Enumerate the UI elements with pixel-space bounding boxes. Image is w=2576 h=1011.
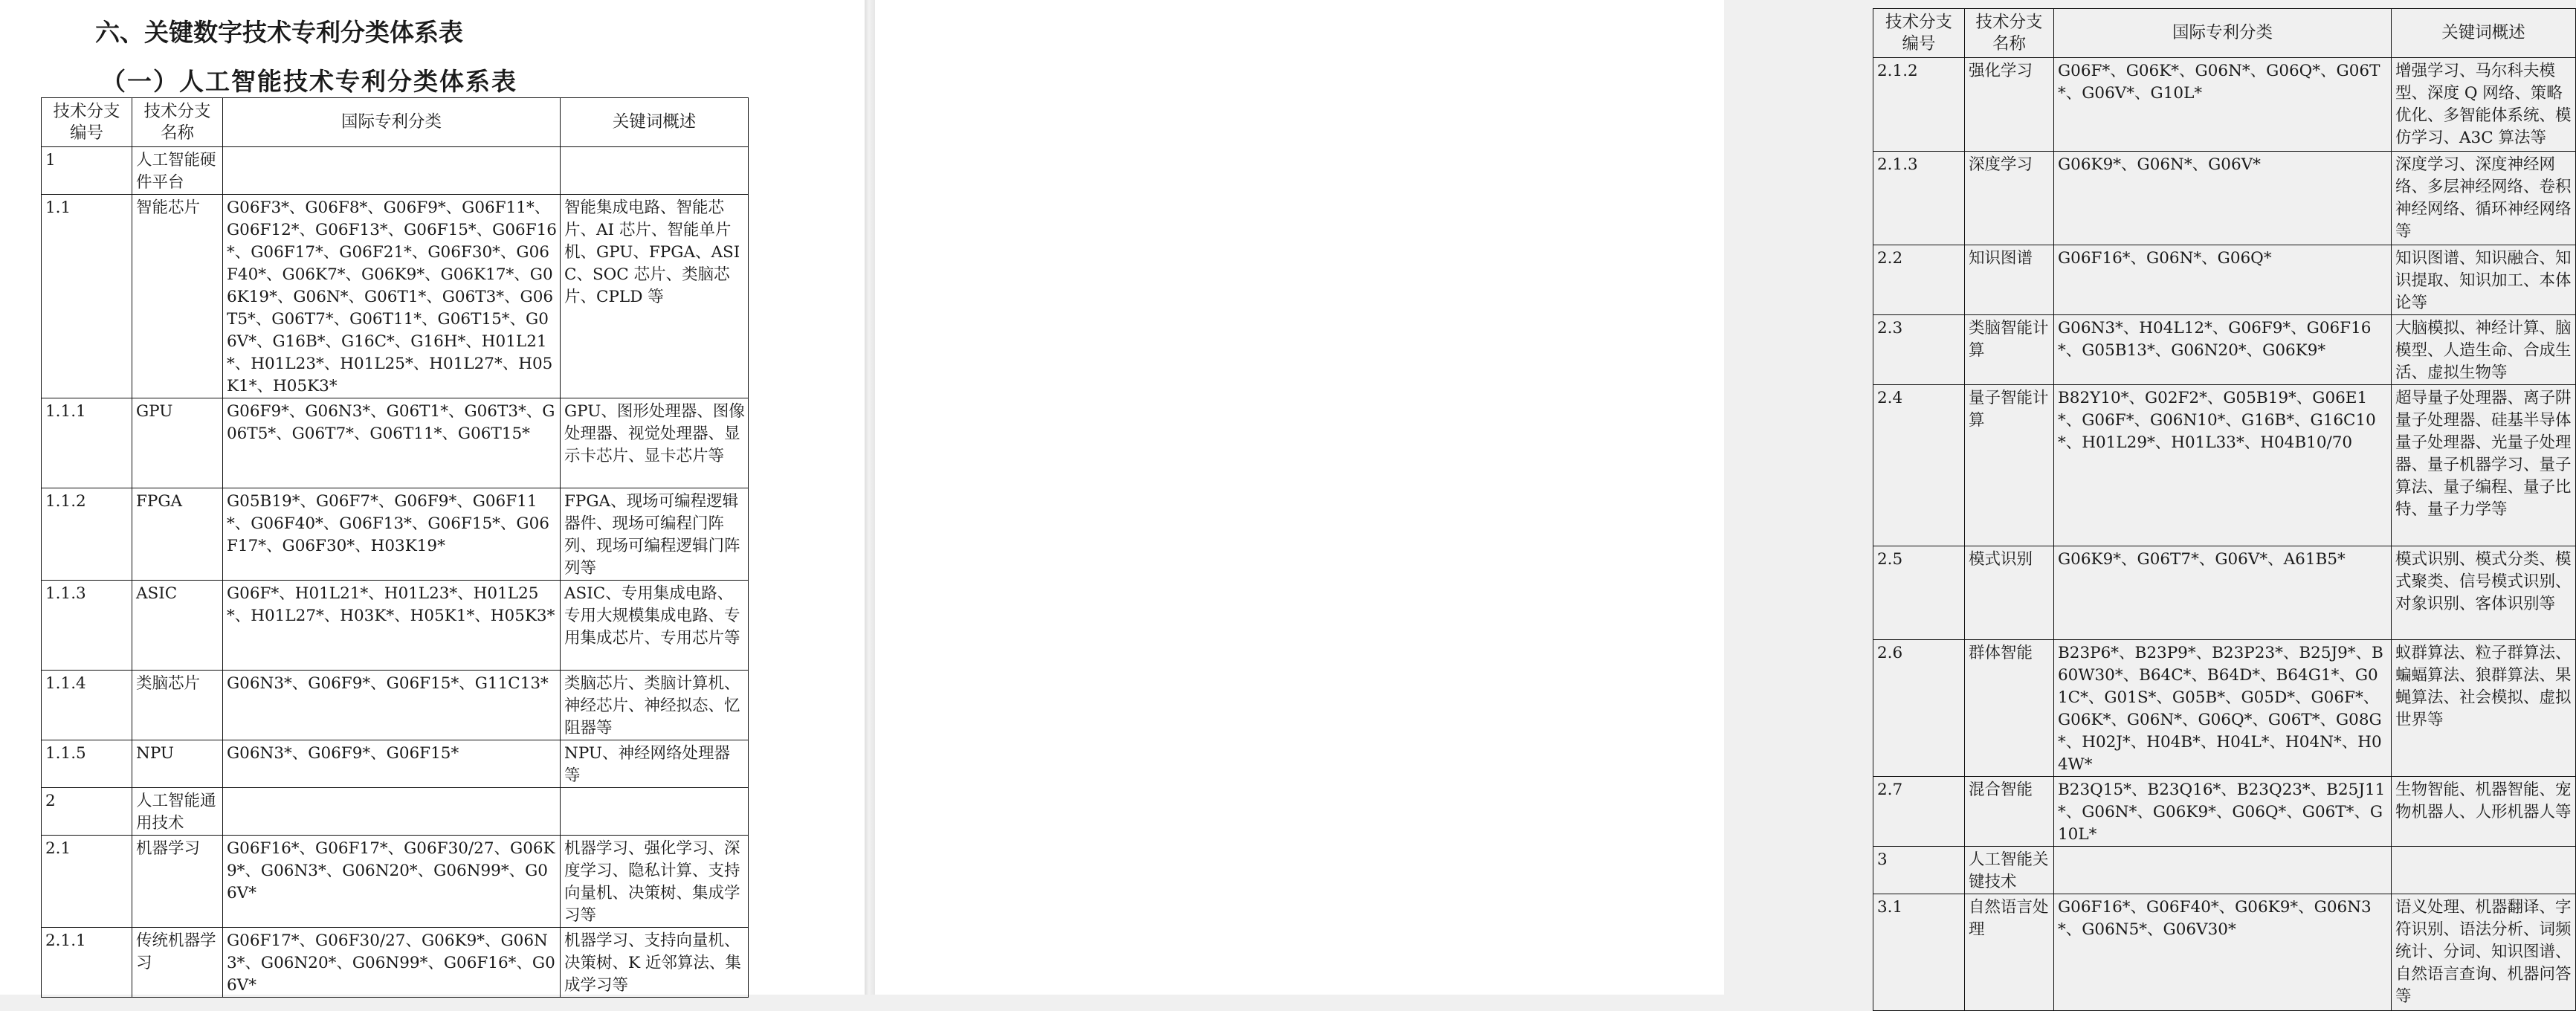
- cell-keywords: 超导量子处理器、离子阱量子处理器、硅基半导体量子处理器、光量子处理器、量子机器学习、量子算法、量子编程、量子比特、量子力学等: [2392, 385, 2576, 546]
- cell-keywords: 增强学习、马尔科夫模型、深度 Q 网络、策略优化、多智能体系统、模仿学习、A3C 算法等: [2392, 58, 2576, 152]
- cell-keywords: 深度学习、深度神经网络、多层神经网络、卷积神经网络、循环神经网络等: [2392, 152, 2576, 245]
- cell-ipc-codes: G06K9*、G06T7*、G06V*、A61B5*: [2054, 546, 2392, 640]
- table-row: [42, 488, 749, 581]
- cell-branch-name: ASIC: [132, 581, 223, 671]
- page-gutter: [865, 0, 875, 995]
- cell-keywords: [561, 788, 749, 836]
- table-row: [1873, 152, 2576, 245]
- cell-ipc-codes: G06F*、G06K*、G06N*、G06Q*、G06T*、G06V*、G10L*: [2054, 58, 2392, 152]
- table-row: [42, 788, 749, 836]
- cell-branch-name: 人工智能通用技术: [132, 788, 223, 836]
- table-row: [42, 195, 749, 398]
- cell-ipc-codes: B23Q15*、B23Q16*、B23Q23*、B25J11*、G06N*、G06K9*、G06Q*、G06T*、G10L*: [2054, 777, 2392, 847]
- table-row: [1873, 894, 2576, 1011]
- column-header-ipc-codes: 国际专利分类: [2054, 9, 2392, 58]
- cell-ipc-codes: G06F17*、G06F30/27、G06K9*、G06N3*、G06N20*、G06N99*、G06F16*、G06V*: [223, 928, 561, 998]
- table-row: [42, 836, 749, 928]
- cell-branch-name: 自然语言处理: [1965, 894, 2054, 1011]
- cell-ipc-codes: G06N3*、G06F9*、G06F15*、G11C13*: [223, 671, 561, 740]
- cell-ipc-codes: G06F3*、G06F8*、G06F9*、G06F11*、G06F12*、G06F13*、G06F15*、G06F16*、G06F17*、G06F21*、G06F30*、G06F40*、G06K7*、G06K9*、G06K17*、G06K19*、G06N*、G06T1*、G06T3*、G06T5*、G06T7*、G06T11*、G06T15*、G06V*、G16B*、G16C*、G16H*、H01L21*、H01L23*、H01L25*、H01L27*、H05K1*、H05K3*: [223, 195, 561, 398]
- table-row: [1873, 777, 2576, 847]
- cell-ipc-codes: [223, 147, 561, 195]
- cell-branch-number: 1.1.3: [42, 581, 132, 671]
- table-row: [42, 398, 749, 488]
- column-header-ipc-codes: 国际专利分类: [223, 98, 561, 147]
- cell-keywords: 模式识别、模式分类、模式聚类、信号模式识别、对象识别、客体识别等: [2392, 546, 2576, 640]
- cell-branch-name: FPGA: [132, 488, 223, 581]
- cell-branch-name: GPU: [132, 398, 223, 488]
- cell-branch-name: 人工智能硬件平台: [132, 147, 223, 195]
- cell-keywords: GPU、图形处理器、图像处理器、视觉处理器、显示卡芯片、显卡芯片等: [561, 398, 749, 488]
- cell-branch-name: 人工智能关键技术: [1965, 847, 2054, 894]
- cell-branch-name: 传统机器学习: [132, 928, 223, 998]
- column-header-branch-number: 技术分支 编号: [1873, 9, 1965, 58]
- cell-ipc-codes: G06F16*、G06N*、G06Q*: [2054, 245, 2392, 315]
- cell-branch-name: 类脑智能计算: [1965, 315, 2054, 385]
- table-row: [1873, 58, 2576, 152]
- cell-branch-number: 2.1.1: [42, 928, 132, 998]
- left-page: [0, 0, 865, 995]
- cell-keywords: 智能集成电路、智能芯片、AI 芯片、智能单片机、GPU、FPGA、ASIC、SOC 芯片、类脑芯片、CPLD 等: [561, 195, 749, 398]
- cell-branch-name: 类脑芯片: [132, 671, 223, 740]
- cell-keywords: NPU、神经网络处理器等: [561, 740, 749, 788]
- table-row: [42, 928, 749, 998]
- cell-branch-name: 深度学习: [1965, 152, 2054, 245]
- section-title: 六、关键数字技术专利分类体系表: [95, 18, 463, 47]
- table-row: [1873, 315, 2576, 385]
- cell-branch-name: 知识图谱: [1965, 245, 2054, 315]
- cell-keywords: FPGA、现场可编程逻辑器件、现场可编程门阵列、现场可编程逻辑门阵列等: [561, 488, 749, 581]
- subsection-title: （一）人工智能技术专利分类体系表: [101, 67, 517, 96]
- ai-patent-classification-table-continued: [1873, 8, 2576, 1011]
- cell-ipc-codes: [2054, 847, 2392, 894]
- cell-ipc-codes: B82Y10*、G02F2*、G05B19*、G06E1*、G06F*、G06N10*、G16B*、G16C10*、H01L29*、H01L33*、H04B10/70: [2054, 385, 2392, 546]
- cell-branch-number: 3: [1873, 847, 1965, 894]
- cell-branch-number: 1.1: [42, 195, 132, 398]
- column-header-keywords: 关键词概述: [561, 98, 749, 147]
- cell-keywords: 知识图谱、知识融合、知识提取、知识加工、本体论等: [2392, 245, 2576, 315]
- cell-keywords: 生物智能、机器智能、宠物机器人、人形机器人等: [2392, 777, 2576, 847]
- cell-branch-number: 2.1.3: [1873, 152, 1965, 245]
- cell-keywords: 语义处理、机器翻译、字符识别、语法分析、词频统计、分词、知识图谱、自然语言查询、机器问答等: [2392, 894, 2576, 1011]
- cell-keywords: [561, 147, 749, 195]
- column-header-branch-name: 技术分支 名称: [1965, 9, 2054, 58]
- table-row: [1873, 546, 2576, 640]
- cell-ipc-codes: G06F*、H01L21*、H01L23*、H01L25*、H01L27*、H03K*、H05K1*、H05K3*: [223, 581, 561, 671]
- cell-branch-number: 2.1.2: [1873, 58, 1965, 152]
- cell-branch-number: 1.1.2: [42, 488, 132, 581]
- cell-ipc-codes: G05B19*、G06F7*、G06F9*、G06F11*、G06F40*、G06F13*、G06F15*、G06F17*、G06F30*、H03K19*: [223, 488, 561, 581]
- table-row: [42, 740, 749, 788]
- cell-keywords: 蚁群算法、粒子群算法、蝙蝠算法、狼群算法、果蝇算法、社会模拟、虚拟世界等: [2392, 640, 2576, 777]
- cell-branch-number: 2.4: [1873, 385, 1965, 546]
- ai-patent-classification-table: [41, 97, 749, 998]
- cell-ipc-codes: [223, 788, 561, 836]
- cell-branch-name: NPU: [132, 740, 223, 788]
- cell-ipc-codes: G06N3*、G06F9*、G06F15*: [223, 740, 561, 788]
- column-header-branch-number: 技术分支 编号: [42, 98, 132, 147]
- table-row: [42, 671, 749, 740]
- cell-ipc-codes: G06N3*、H04L12*、G06F9*、G06F16*、G05B13*、G06N20*、G06K9*: [2054, 315, 2392, 385]
- cell-ipc-codes: G06K9*、G06N*、G06V*: [2054, 152, 2392, 245]
- cell-branch-number: 1.1.5: [42, 740, 132, 788]
- cell-branch-number: 2.6: [1873, 640, 1965, 777]
- cell-branch-number: 3.1: [1873, 894, 1965, 1011]
- cell-keywords: 类脑芯片、类脑计算机、神经芯片、神经拟态、忆阻器等: [561, 671, 749, 740]
- table-row: [42, 581, 749, 671]
- cell-branch-number: 1.1.1: [42, 398, 132, 488]
- table-row: [1873, 847, 2576, 894]
- cell-branch-number: 2.1: [42, 836, 132, 928]
- table-row: [42, 147, 749, 195]
- cell-keywords: 大脑模拟、神经计算、脑模型、人造生命、合成生活、虚拟生物等: [2392, 315, 2576, 385]
- cell-branch-name: 模式识别: [1965, 546, 2054, 640]
- cell-branch-name: 混合智能: [1965, 777, 2054, 847]
- cell-branch-name: 机器学习: [132, 836, 223, 928]
- table-row: [1873, 640, 2576, 777]
- cell-keywords: 机器学习、支持向量机、决策树、K 近邻算法、集成学习等: [561, 928, 749, 998]
- cell-ipc-codes: G06F16*、G06F17*、G06F30/27、G06K9*、G06N3*、G06N20*、G06N99*、G06V*: [223, 836, 561, 928]
- cell-branch-number: 2: [42, 788, 132, 836]
- cell-branch-number: 2.7: [1873, 777, 1965, 847]
- right-page: [875, 0, 2572, 1006]
- cell-branch-number: 2.5: [1873, 546, 1965, 640]
- cell-branch-name: 群体智能: [1965, 640, 2054, 777]
- cell-ipc-codes: G06F9*、G06N3*、G06T1*、G06T3*、G06T5*、G06T7*、G06T11*、G06T15*: [223, 398, 561, 488]
- cell-branch-name: 智能芯片: [132, 195, 223, 398]
- cell-keywords: ASIC、专用集成电路、专用大规模集成电路、专用集成芯片、专用芯片等: [561, 581, 749, 671]
- cell-ipc-codes: B23P6*、B23P9*、B23P23*、B25J9*、B60W30*、B64C*、B64D*、B64G1*、G01C*、G01S*、G05B*、G05D*、G06F*、G06K*、G06N*、G06Q*、G06T*、G08G*、H02J*、H04B*、H04L*、H04N*、H04W*: [2054, 640, 2392, 777]
- cell-branch-number: 2.2: [1873, 245, 1965, 315]
- table-row: [1873, 385, 2576, 546]
- table-header-row: [42, 98, 749, 147]
- column-header-branch-name: 技术分支 名称: [132, 98, 223, 147]
- cell-branch-name: 强化学习: [1965, 58, 2054, 152]
- cell-keywords: [2392, 847, 2576, 894]
- cell-branch-number: 2.3: [1873, 315, 1965, 385]
- cell-keywords: 机器学习、强化学习、深度学习、隐私计算、支持向量机、决策树、集成学习等: [561, 836, 749, 928]
- table-row: [1873, 245, 2576, 315]
- cell-ipc-codes: G06F16*、G06F40*、G06K9*、G06N3*、G06N5*、G06V30*: [2054, 894, 2392, 1011]
- column-header-keywords: 关键词概述: [2392, 9, 2576, 58]
- table-header-row: [1873, 9, 2576, 58]
- cell-branch-number: 1: [42, 147, 132, 195]
- cell-branch-name: 量子智能计算: [1965, 385, 2054, 546]
- cell-branch-number: 1.1.4: [42, 671, 132, 740]
